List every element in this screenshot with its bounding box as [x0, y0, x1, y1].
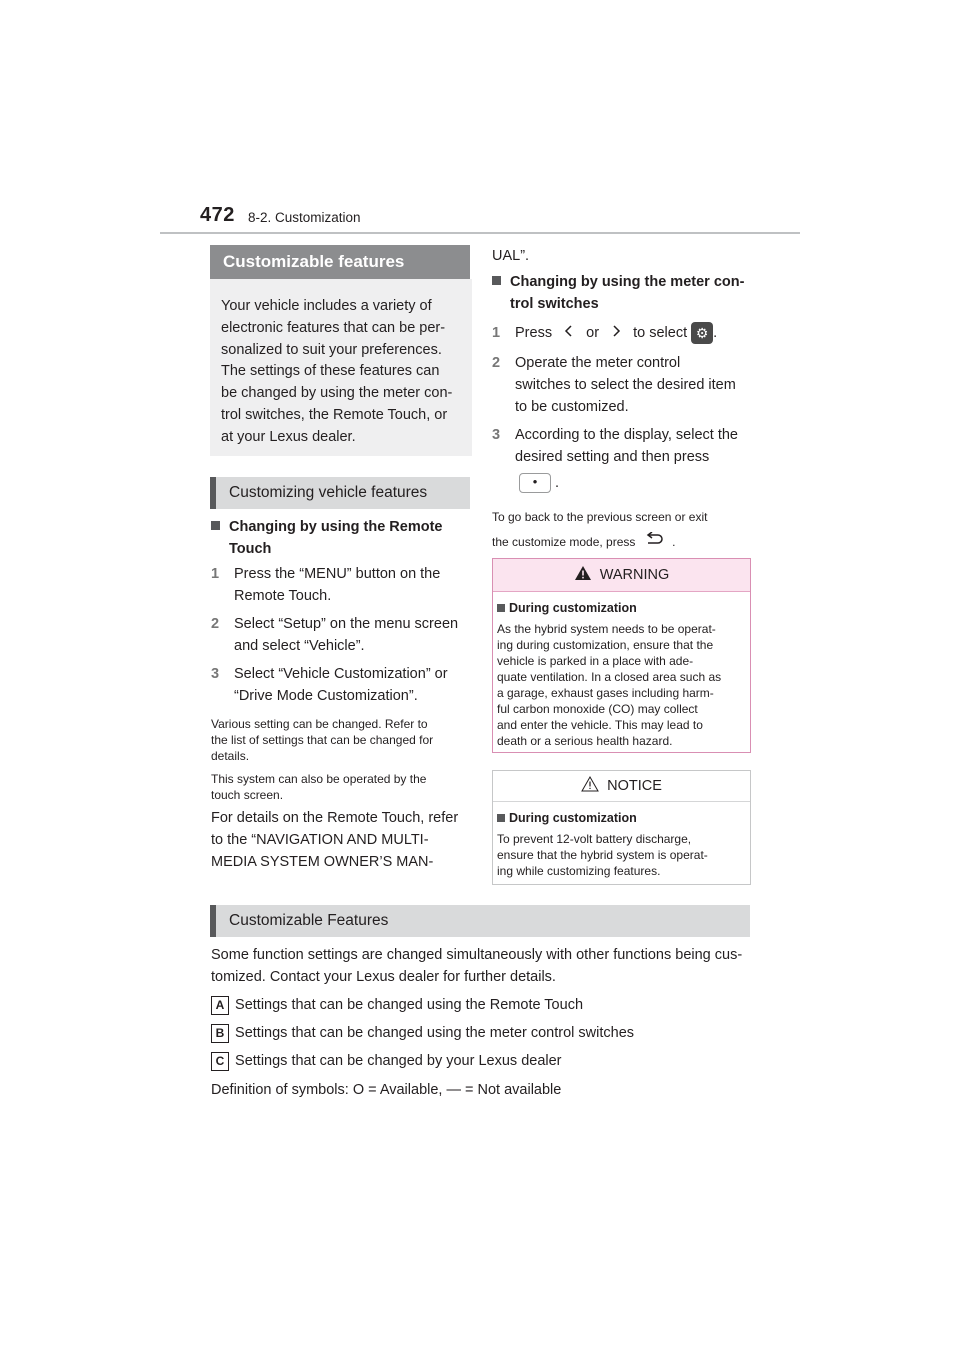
chevron-right-icon — [609, 324, 623, 338]
back-note: To go back to the previous screen or exit the customize mode, press . — [492, 510, 708, 549]
legend-row-a: A Settings that can be changed using the Remote Touch — [211, 994, 583, 1016]
back-arrow-icon — [643, 532, 665, 546]
intro-box — [210, 279, 472, 456]
intro-line: be changed by using the meter con- — [221, 385, 453, 402]
note-touch-screen: This system can also be operated by the touch screen. — [211, 772, 427, 802]
gear-settings-icon: ⚙ — [691, 322, 713, 344]
caution-triangle-icon — [581, 776, 599, 792]
meter-switches-heading: Changing by using the meter con- trol switches — [492, 271, 744, 315]
notice-header: NOTICE — [493, 771, 750, 802]
square-bullet-icon — [211, 521, 220, 530]
meter-step-3: 3 According to the display, select the desired setting and then press • . — [492, 424, 752, 494]
remote-step-3: 3 Select “Vehicle Customization” or “Drive Mode Customization”. — [211, 666, 448, 704]
meter-step-1: 1 Press or to select ⚙ . — [492, 322, 752, 344]
intro-line: The settings of these features can — [221, 363, 440, 380]
remote-touch-heading: Changing by using the Remote Touch — [211, 516, 442, 560]
subheading-customizing-vehicle-features: Customizing vehicle features — [210, 477, 470, 509]
note-settings: Various setting can be changed. Refer to the list of settings that can be changed for details. — [211, 717, 434, 763]
warning-box: WARNING During customization As the hybrid system needs to be operat- ing during customization, ensure that the vehicle is parked in a place with ade- quate ventilation. In a closed area such as a garage, exhaust gases including harm- ful carbon monoxide (CO) may collect and enter the vehicle. This may lead to death or a serious health hazard. — [492, 558, 751, 753]
warning-text: As the hybrid system needs to be operat- ing during customization, ensure that the vehicle is parked in a place with ade- quate ventilation. In a closed area such as a garage, exhaust gases including harm- ful carbon monoxide (CO) may collect and enter the vehicle. This may lead to death or a serious health hazard. — [497, 622, 722, 748]
notice-text: To prevent 12-volt battery discharge, ensure that the hybrid system is operat- ing while customizing features. — [497, 832, 708, 878]
legend-row-c: C Settings that can be changed by your Lexus dealer — [211, 1050, 562, 1072]
reference-continued: UAL”. — [492, 248, 530, 264]
remote-touch-reference: For details on the Remote Touch, refer to the “NAVIGATION AND MULTI- MEDIA SYSTEM OWNER’S MAN- — [211, 810, 459, 870]
intro-line: Your vehicle includes a variety of — [221, 298, 432, 314]
square-bullet-icon — [497, 604, 505, 612]
notice-box: NOTICE During customization To prevent 12-volt battery discharge, ensure that the hybrid system is operat- ing while customizing features. — [492, 770, 751, 885]
intro-line: electronic features that can be per- — [221, 319, 446, 336]
section-title: 8-2. Customization — [248, 210, 361, 225]
warning-triangle-icon — [574, 565, 592, 581]
intro-line: sonalized to suit your preferences. — [221, 341, 442, 358]
section-heading-customizable-features: Customizable features — [210, 245, 470, 279]
function-settings-paragraph: Some function settings are changed simultaneously with other functions being cus- tomized. Contact your Lexus dealer for further details. — [211, 947, 743, 985]
intro-line: trol switches, the Remote Touch, or — [221, 406, 448, 423]
square-bullet-icon — [497, 814, 505, 822]
remote-step-2: 2 Select “Setup” on the menu screen and select “Vehicle”. — [211, 616, 459, 654]
legend-row-b: B Settings that can be changed using the meter control switches — [211, 1022, 634, 1044]
header-rule — [160, 232, 800, 234]
legend-key-c: C — [211, 1052, 229, 1071]
chevron-left-icon — [562, 324, 576, 338]
subheading-customizable-features-full: Customizable Features — [210, 905, 750, 937]
warning-header: WARNING — [493, 559, 750, 592]
enter-button-icon: • — [519, 473, 551, 493]
square-bullet-icon — [492, 276, 501, 285]
symbol-definition: Definition of symbols: O = Available, — = Not available — [211, 1082, 562, 1098]
legend-key-a: A — [211, 996, 229, 1015]
meter-step-2: 2 Operate the meter control switches to select the desired item to be customized. — [492, 355, 736, 415]
legend-key-b: B — [211, 1024, 229, 1043]
page-number: 472 — [200, 204, 235, 226]
intro-line: at your Lexus dealer. — [221, 428, 356, 445]
remote-step-1: 1 Press the “MENU” button on the Remote Touch. — [211, 566, 441, 604]
